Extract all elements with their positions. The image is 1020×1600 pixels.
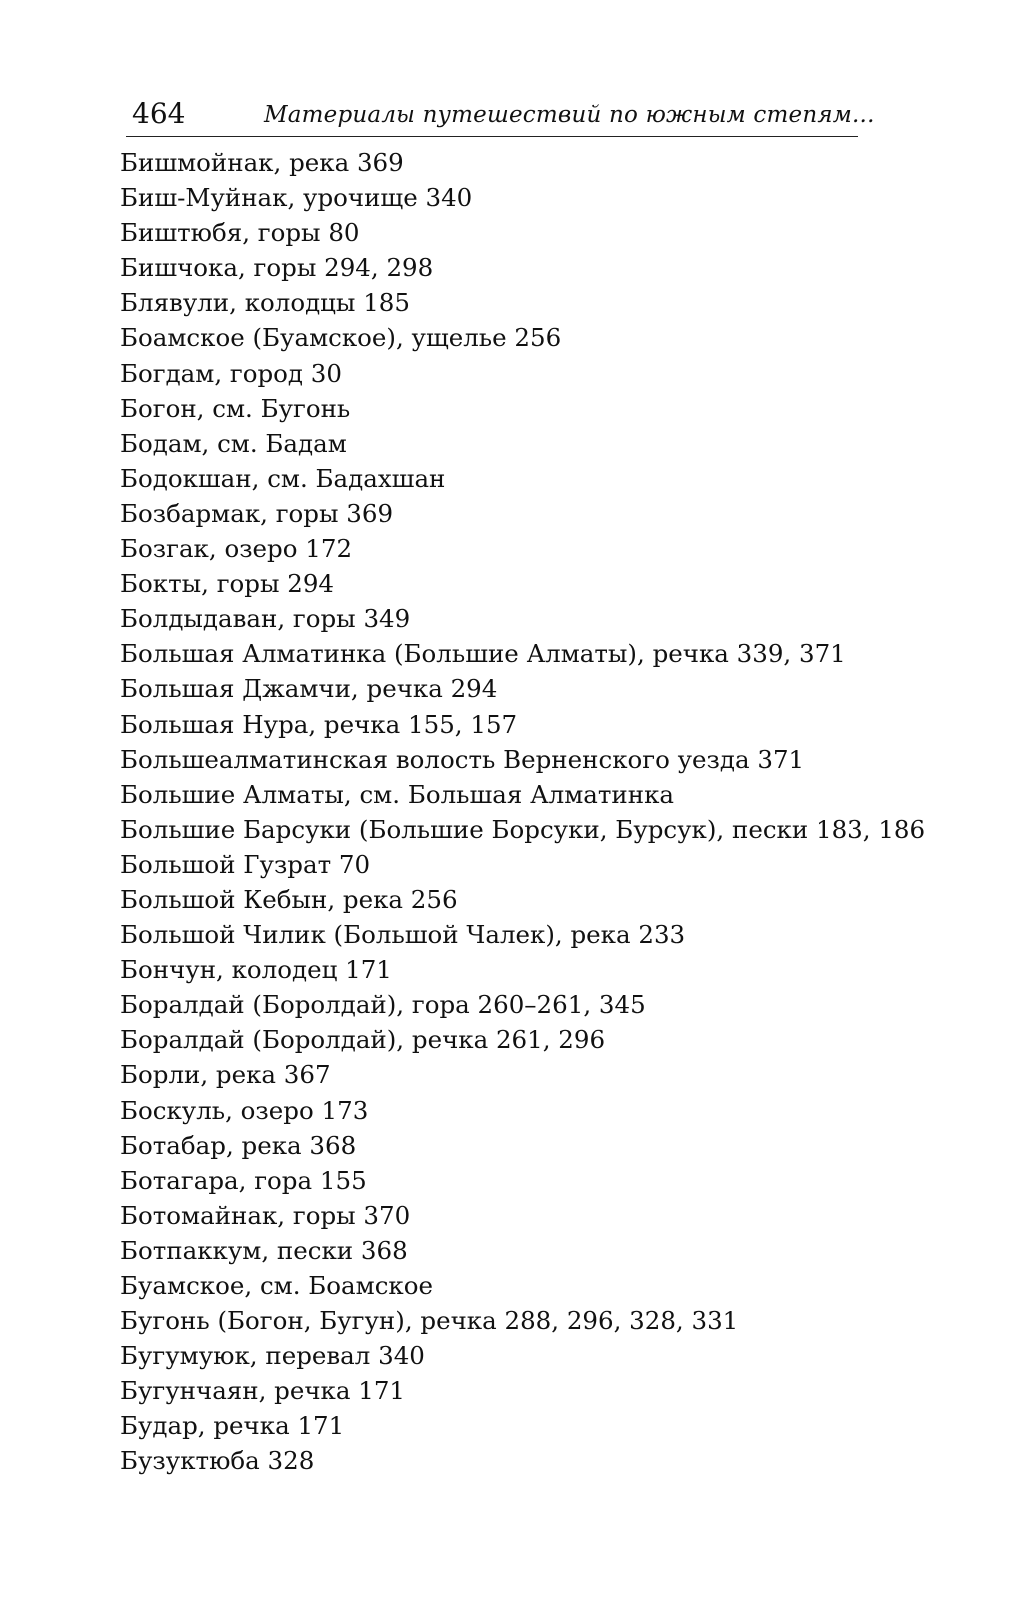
- running-title: Материалы путешествий по южным степям...: [264, 102, 875, 128]
- index-entry: Богдам, город 30: [120, 358, 342, 388]
- index-entry: Боскуль, озеро 173: [120, 1095, 369, 1125]
- index-entry: Ботомайнак, горы 370: [120, 1200, 411, 1230]
- index-entry: Бугунчаян, речка 171: [120, 1376, 406, 1406]
- index-entry: Бозгак, озеро 172: [120, 534, 353, 564]
- index-entry: Буамское, см. Боамское: [120, 1271, 433, 1300]
- index-entry: Бодам, см. Бадам: [120, 428, 347, 458]
- index-entry: Биш-Муйнак, урочище 340: [120, 183, 473, 213]
- index-entry: Бозбармак, горы 369: [120, 498, 394, 528]
- index-entry: Бишмойнак, река 369: [120, 148, 404, 177]
- index-entry: Боамское (Буамское), ущелье 256: [120, 323, 562, 353]
- index-entry: Большой Гузрат 70: [120, 849, 371, 879]
- index-entry: Бузуктюба 328: [120, 1446, 315, 1476]
- index-entry: Большие Алматы, см. Большая Алматинка: [120, 779, 675, 809]
- index-entry: Болдыдаван, горы 349: [120, 604, 411, 634]
- index-entry: Боралдай (Боролдай), речка 261, 296: [120, 1025, 606, 1055]
- running-header: [126, 92, 875, 137]
- index-entry: Большой Кебын, река 256: [120, 884, 458, 914]
- index-entry: Большая Джамчи, речка 294: [120, 674, 498, 704]
- index-entry: Бугумуюк, перевал 340: [120, 1341, 425, 1371]
- index-entry: Боралдай (Боролдай), гора 260–261, 345: [120, 990, 646, 1020]
- index-entry: Ботагара, гора 155: [120, 1165, 367, 1195]
- index-entry: Бугонь (Богон, Бугун), речка 288, 296, 328, 331: [120, 1306, 739, 1336]
- index-entry: Большие Барсуки (Большие Борсуки, Бурсук), пески 183, 186: [120, 814, 926, 844]
- index-entry: Бокты, горы 294: [120, 569, 335, 599]
- index-entry: Будар, речка 171: [120, 1411, 345, 1441]
- index-entry: Бишчока, горы 294, 298: [120, 253, 434, 283]
- index-entry: Борли, река 367: [120, 1060, 331, 1090]
- index-entry-list: [120, 145, 1000, 1479]
- index-entry: Большеалматинская волость Верненского уезда 371: [120, 744, 805, 774]
- page-number: 464: [132, 97, 186, 130]
- index-entry: Большая Нура, речка 155, 157: [120, 709, 518, 739]
- index-entry: Биштюбя, горы 80: [120, 218, 360, 248]
- index-entry: Ботабар, река 368: [120, 1130, 357, 1160]
- index-entry: Блявули, колодцы 185: [120, 288, 410, 318]
- index-entry: Богон, см. Бугонь: [120, 393, 351, 423]
- index-entry: Ботпаккум, пески 368: [120, 1235, 408, 1265]
- index-entry: Большой Чилик (Большой Чалек), река 233: [120, 920, 686, 950]
- index-entry: Бодокшан, см. Бадахшан: [120, 463, 446, 493]
- index-entry: Большая Алматинка (Большие Алматы), речка 339, 371: [120, 639, 846, 669]
- index-entry: Бончун, колодец 171: [120, 955, 392, 985]
